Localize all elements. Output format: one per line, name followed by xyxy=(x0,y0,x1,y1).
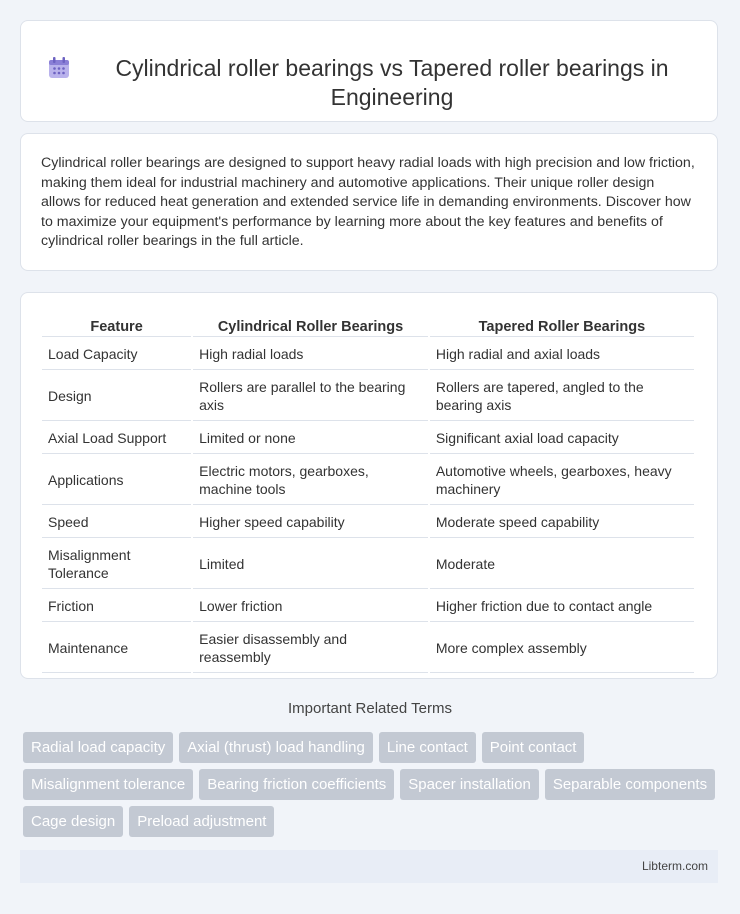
cylindrical-cell: Rollers are parallel to the bearing axis xyxy=(193,372,428,421)
tapered-cell: Higher friction due to contact angle xyxy=(430,591,694,622)
cylindrical-cell: Electric motors, gearboxes, machine tools xyxy=(193,456,428,505)
cylindrical-cell: High radial loads xyxy=(193,339,428,370)
feature-cell: Friction xyxy=(42,591,191,622)
table-row xyxy=(42,372,694,421)
feature-cell: Speed xyxy=(42,507,191,538)
cylindrical-cell: Lower friction xyxy=(193,591,428,622)
related-term-tag[interactable]: Bearing friction coefficients xyxy=(199,769,394,800)
table-row xyxy=(42,624,694,673)
table-row xyxy=(42,423,694,454)
feature-cell: Design xyxy=(42,372,191,421)
tapered-cell: Moderate speed capability xyxy=(430,507,694,538)
cylindrical-cell: Easier disassembly and reassembly xyxy=(193,624,428,673)
cylindrical-cell: Limited xyxy=(193,540,428,589)
table-header-row xyxy=(42,315,694,337)
comparison-table xyxy=(40,313,696,675)
related-term-tag[interactable]: Misalignment tolerance xyxy=(23,769,193,800)
header-cylindrical: Cylindrical Roller Bearings xyxy=(193,315,428,337)
tapered-cell: Significant axial load capacity xyxy=(430,423,694,454)
tapered-cell: High radial and axial loads xyxy=(430,339,694,370)
footer-site-link[interactable]: Libterm.com xyxy=(641,859,708,873)
page-title: Cylindrical roller bearings vs Tapered roller bearings in Engineering xyxy=(115,55,669,110)
title-card xyxy=(20,20,718,122)
related-terms-tags xyxy=(23,732,723,843)
related-term-tag[interactable]: Point contact xyxy=(482,732,585,763)
tapered-cell: Automotive wheels, gearboxes, heavy machinery xyxy=(430,456,694,505)
related-term-tag[interactable]: Spacer installation xyxy=(400,769,539,800)
calendar-icon xyxy=(46,55,72,81)
feature-cell: Axial Load Support xyxy=(42,423,191,454)
related-term-tag[interactable]: Axial (thrust) load handling xyxy=(179,732,373,763)
related-term-tag[interactable]: Separable components xyxy=(545,769,715,800)
related-term-tag[interactable]: Line contact xyxy=(379,732,476,763)
intro-paragraph: Cylindrical roller bearings are designed to support heavy radial loads with high precision and low friction, making them ideal for industrial machinery and automotive applications. Their unique roller design allows for reduced heat generation and extended service life in demanding environments. Discover how to maximize your equipment's performance by learning more about the key features and benefits of cylindrical roller bearings in the full article. xyxy=(41,155,695,250)
footer xyxy=(20,850,718,883)
related-terms-title: Important Related Terms xyxy=(288,700,452,717)
header-tapered: Tapered Roller Bearings xyxy=(430,315,694,337)
tapered-cell: Moderate xyxy=(430,540,694,589)
comparison-card xyxy=(20,292,718,679)
table-row xyxy=(42,507,694,538)
feature-cell: Load Capacity xyxy=(42,339,191,370)
feature-cell: Misalignment Tolerance xyxy=(42,540,191,589)
table-row xyxy=(42,540,694,589)
tapered-cell: Rollers are tapered, angled to the bearing axis xyxy=(430,372,694,421)
table-row xyxy=(42,456,694,505)
related-term-tag[interactable]: Preload adjustment xyxy=(129,806,274,837)
table-row xyxy=(42,591,694,622)
tapered-cell: More complex assembly xyxy=(430,624,694,673)
table-row xyxy=(42,339,694,370)
feature-cell: Maintenance xyxy=(42,624,191,673)
cylindrical-cell: Higher speed capability xyxy=(193,507,428,538)
intro-card xyxy=(20,133,718,271)
related-term-tag[interactable]: Radial load capacity xyxy=(23,732,173,763)
feature-cell: Applications xyxy=(42,456,191,505)
cylindrical-cell: Limited or none xyxy=(193,423,428,454)
related-term-tag[interactable]: Cage design xyxy=(23,806,123,837)
header-feature: Feature xyxy=(42,315,191,337)
